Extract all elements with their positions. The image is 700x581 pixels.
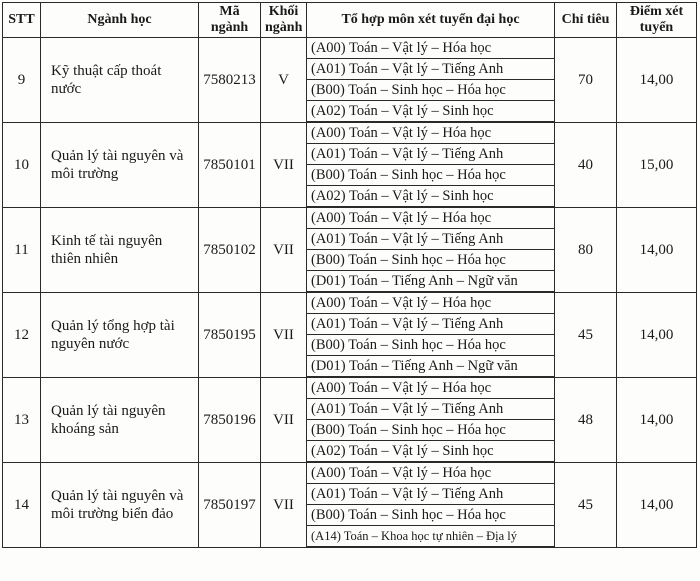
row-stt: 11 xyxy=(3,207,41,292)
row-major-code: 7850102 xyxy=(199,207,261,292)
row-combo: (B00) Toán – Sinh học – Hóa học xyxy=(307,165,555,186)
table-body xyxy=(3,38,697,548)
row-score: 15,00 xyxy=(617,122,697,207)
row-combo: (A01) Toán – Vật lý – Tiếng Anh xyxy=(307,229,555,250)
row-major-name: Quản lý tài nguyên khoáng sản xyxy=(41,377,199,462)
table-row xyxy=(3,462,697,484)
row-combo: (A01) Toán – Vật lý – Tiếng Anh xyxy=(307,59,555,80)
header-block: Khối ngành xyxy=(261,3,307,38)
row-major-name: Kỹ thuật cấp thoát nước xyxy=(41,38,199,123)
row-block: VII xyxy=(261,292,307,377)
header-stt: STT xyxy=(3,3,41,38)
row-score: 14,00 xyxy=(617,377,697,462)
row-quota: 48 xyxy=(555,377,617,462)
row-stt: 12 xyxy=(3,292,41,377)
row-combo: (B00) Toán – Sinh học – Hóa học xyxy=(307,505,555,526)
row-combo: (A14) Toán – Khoa học tự nhiên – Địa lý xyxy=(307,526,555,548)
header-score: Điểm xét tuyển xyxy=(617,3,697,38)
row-block: VII xyxy=(261,462,307,547)
row-combo: (B00) Toán – Sinh học – Hóa học xyxy=(307,250,555,271)
table-row xyxy=(3,38,697,59)
header-combos: Tổ hợp môn xét tuyển đại học xyxy=(307,3,555,38)
row-quota: 40 xyxy=(555,122,617,207)
header-quota: Chỉ tiêu xyxy=(555,3,617,38)
row-quota: 80 xyxy=(555,207,617,292)
row-major-code: 7850196 xyxy=(199,377,261,462)
row-score: 14,00 xyxy=(617,207,697,292)
row-stt: 10 xyxy=(3,122,41,207)
row-quota: 45 xyxy=(555,462,617,547)
row-combo: (B00) Toán – Sinh học – Hóa học xyxy=(307,80,555,101)
row-score: 14,00 xyxy=(617,462,697,547)
row-quota: 45 xyxy=(555,292,617,377)
row-major-code: 7850101 xyxy=(199,122,261,207)
row-combo: (B00) Toán – Sinh học – Hóa học xyxy=(307,420,555,441)
row-score: 14,00 xyxy=(617,292,697,377)
row-combo: (A01) Toán – Vật lý – Tiếng Anh xyxy=(307,314,555,335)
row-major-name: Quản lý tài nguyên và môi trường xyxy=(41,122,199,207)
row-major-code: 7850195 xyxy=(199,292,261,377)
row-combo: (A00) Toán – Vật lý – Hóa học xyxy=(307,38,555,59)
row-score: 14,00 xyxy=(617,38,697,123)
row-combo: (A00) Toán – Vật lý – Hóa học xyxy=(307,462,555,484)
table-row xyxy=(3,207,697,229)
row-major-name: Kinh tế tài nguyên thiên nhiên xyxy=(41,207,199,292)
table-row xyxy=(3,377,697,399)
header-major: Ngành học xyxy=(41,3,199,38)
row-combo: (A00) Toán – Vật lý – Hóa học xyxy=(307,207,555,229)
row-stt: 9 xyxy=(3,38,41,123)
row-major-code: 7850197 xyxy=(199,462,261,547)
row-combo: (D01) Toán – Tiếng Anh – Ngữ văn xyxy=(307,356,555,378)
row-combo: (A02) Toán – Vật lý – Sinh học xyxy=(307,186,555,208)
row-major-code: 7580213 xyxy=(199,38,261,123)
admission-table xyxy=(2,2,697,548)
row-combo: (A00) Toán – Vật lý – Hóa học xyxy=(307,292,555,314)
row-block: V xyxy=(261,38,307,123)
row-combo: (A01) Toán – Vật lý – Tiếng Anh xyxy=(307,484,555,505)
row-major-name: Quản lý tổng hợp tài nguyên nước xyxy=(41,292,199,377)
row-combo: (A00) Toán – Vật lý – Hóa học xyxy=(307,122,555,144)
row-block: VII xyxy=(261,207,307,292)
table-row xyxy=(3,292,697,314)
row-combo: (A02) Toán – Vật lý – Sinh học xyxy=(307,441,555,463)
row-stt: 14 xyxy=(3,462,41,547)
row-combo: (B00) Toán – Sinh học – Hóa học xyxy=(307,335,555,356)
row-combo: (A01) Toán – Vật lý – Tiếng Anh xyxy=(307,399,555,420)
row-block: VII xyxy=(261,377,307,462)
row-stt: 13 xyxy=(3,377,41,462)
row-combo: (A02) Toán – Vật lý – Sinh học xyxy=(307,101,555,123)
row-combo: (A01) Toán – Vật lý – Tiếng Anh xyxy=(307,144,555,165)
header-code: Mã ngành xyxy=(199,3,261,38)
row-combo: (A00) Toán – Vật lý – Hóa học xyxy=(307,377,555,399)
header-row xyxy=(3,3,697,38)
table-row xyxy=(3,122,697,144)
row-combo: (D01) Toán – Tiếng Anh – Ngữ văn xyxy=(307,271,555,293)
row-quota: 70 xyxy=(555,38,617,123)
row-block: VII xyxy=(261,122,307,207)
row-major-name: Quản lý tài nguyên và môi trường biển đảo xyxy=(41,462,199,547)
